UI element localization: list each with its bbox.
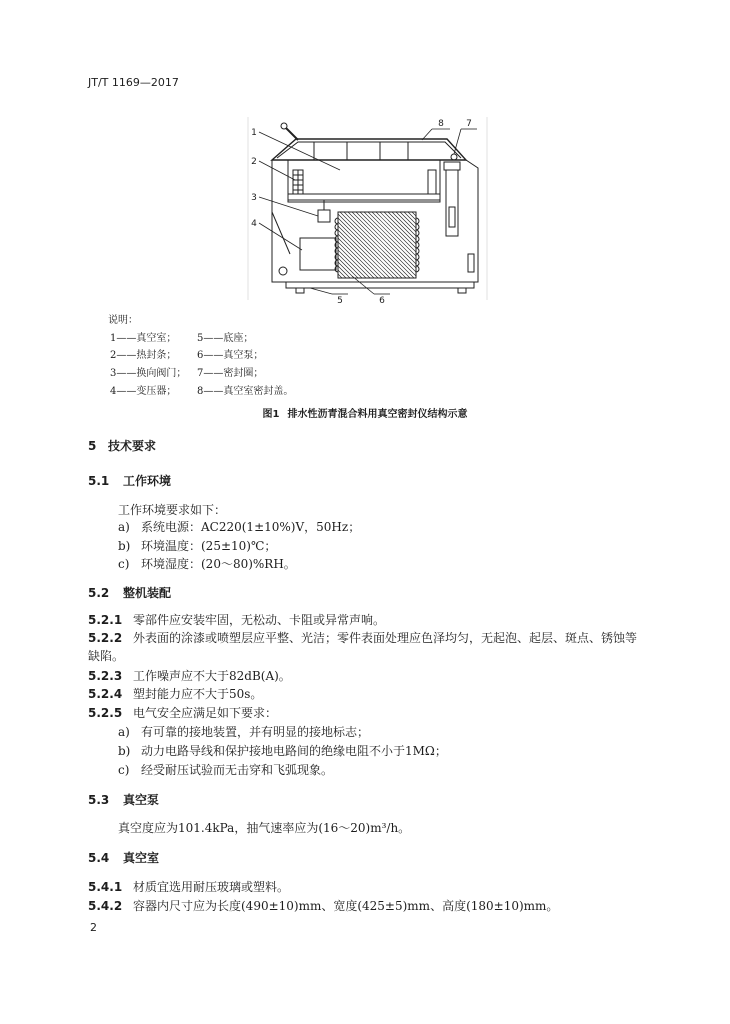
callout-6: 6 (379, 296, 385, 306)
section-5-3-text: 真空度应为101.4kPa，抽气速率应为(16～20)m³/h。 (118, 821, 411, 835)
clause-number: 5.2.2 (88, 631, 123, 645)
section-5-1-item-c (118, 557, 296, 571)
list-item-label: c) (118, 763, 130, 777)
legend-item-8: 8——真空室密封盖。 (197, 386, 294, 397)
section-5-1-item-a (118, 520, 360, 534)
clause-text: 外表面的涂漆或喷塑层应平整、光洁；零件表面处理应色泽均匀，无起泡、起层、斑点、锈蚀等缺陷。 (88, 631, 638, 663)
section-5-1-intro: 工作环境要求如下： (118, 503, 227, 517)
section-5-3-number: 5.3 (88, 793, 110, 807)
clause-text: 塑封能力应不大于50s。 (133, 687, 263, 701)
list-item-label: b) (118, 744, 131, 758)
section-5-1-heading (88, 474, 171, 488)
section-5-3-heading (88, 793, 159, 807)
hatch-line (348, 212, 414, 278)
hatch-line (356, 212, 416, 272)
section-5-1-title: 工作环境 (123, 474, 172, 488)
callout-5-leader (310, 288, 332, 294)
list-item-text: 经受耐压试验而无击穿和飞弧现象。 (141, 763, 334, 777)
section-5-4-heading (88, 851, 159, 865)
legend-item-7: 7——密封圈； (197, 368, 264, 379)
clause-5-2-5-item-a (118, 725, 369, 739)
side-duct (446, 170, 458, 236)
clause-5-2-2 (88, 629, 643, 665)
hatch-line (338, 270, 346, 278)
base-foot-right (458, 288, 466, 293)
hatch-line (400, 212, 416, 228)
hatch-line (338, 258, 358, 278)
hatch-line (384, 212, 416, 244)
transformer (300, 238, 336, 270)
list-item-text: 系统电源：AC220(1±10%)V，50Hz； (141, 520, 361, 534)
callout-4-leader (259, 223, 302, 250)
hatch-line (338, 234, 382, 278)
legend-item-2: 2——热封条； (110, 350, 177, 361)
figure-caption-number: 图1 (262, 409, 280, 420)
list-item-text: 环境湿度：(20～80)%RH。 (141, 557, 296, 571)
vacuum-chamber (288, 160, 440, 202)
callout-5: 5 (337, 296, 343, 306)
clause-text: 材质宜选用耐压玻璃或塑料。 (133, 880, 290, 894)
list-item-label: a) (118, 520, 130, 534)
hatch-line (352, 212, 416, 276)
hatch-line (412, 212, 416, 216)
callout-6-leader (352, 276, 374, 294)
legend-item-4: 4——变压器； (110, 386, 177, 397)
page-number: 2 (90, 921, 97, 934)
hatch-line (338, 262, 354, 278)
section-5-1-item-b (118, 539, 276, 553)
clause-5-2-5-item-b (118, 744, 447, 758)
side-fitting (468, 254, 474, 272)
hatch-line (338, 218, 398, 278)
section-5-heading (88, 439, 156, 453)
hatch-line (372, 212, 416, 256)
section-5-number: 5 (88, 439, 97, 453)
callout-7: 7 (466, 119, 472, 129)
callout-3: 3 (251, 193, 257, 203)
callout-2-leader (259, 161, 295, 180)
standard-number: JT/T 1169—2017 (88, 76, 179, 89)
clause-5-2-4 (88, 687, 262, 701)
base-foot-left (296, 288, 304, 293)
hatch-line (340, 212, 406, 278)
legend-title: 说明： (108, 315, 138, 326)
seal-platen (288, 194, 440, 200)
callout-8: 8 (438, 119, 444, 129)
lid-handle-knob (281, 123, 287, 129)
section-5-2-number: 5.2 (88, 586, 110, 600)
clause-number: 5.2.1 (88, 613, 123, 627)
clause-text: 容器内尺寸应为长度(490±10)mm、宽度(425±5)mm、高度(180±10)mm。 (133, 899, 559, 913)
list-item-text: 有可靠的接地装置，并有明显的接地标志； (141, 725, 370, 739)
clause-number: 5.2.5 (88, 706, 123, 720)
caster-wheel (279, 267, 287, 275)
clause-number: 5.2.4 (88, 687, 123, 701)
side-duct-window (449, 207, 455, 227)
hatch-line (396, 212, 416, 232)
list-item-text: 动力电路导线和保护接地电路间的绝缘电阻不小于1MΩ； (141, 744, 447, 758)
callout-1: 1 (251, 128, 257, 138)
section-5-3-title: 真空泵 (123, 793, 160, 807)
section-5-1-number: 5.1 (88, 474, 110, 488)
legend-item-1: 1——真空室； (110, 333, 177, 344)
clause-number: 5.4.1 (88, 880, 123, 894)
heat-seal-strip-right (428, 170, 436, 194)
list-item-label: b) (118, 539, 131, 553)
section-5-title: 技术要求 (108, 439, 157, 453)
hatch-line (380, 212, 416, 248)
list-item-text: 环境温度：(25±10)℃； (141, 539, 277, 553)
clause-number: 5.2.3 (88, 669, 123, 683)
hatch-line (408, 212, 416, 220)
reversing-valve (318, 210, 330, 222)
section-5-4-title: 真空室 (123, 851, 160, 865)
seal-ring-housing (444, 162, 460, 170)
hatch-line (338, 246, 370, 278)
legend-item-6: 6——真空泵； (197, 350, 264, 361)
callout-4: 4 (251, 219, 257, 229)
hatch-line (344, 212, 410, 278)
clause-text: 零部件应安装牢固，无松动、卡阻或异常声响。 (133, 613, 386, 627)
clause-text: 工作噪声应不大于82dB(A)。 (133, 669, 291, 683)
section-5-2-title: 整机装配 (123, 586, 172, 600)
clause-5-2-5-item-c (118, 763, 333, 777)
clause-5-2-5 (88, 706, 277, 720)
clause-5-4-1 (88, 880, 289, 894)
vacuum-sealer-structure-diagram (240, 112, 490, 308)
clause-number: 5.4.2 (88, 899, 123, 913)
figure-caption (0, 409, 730, 421)
vacuum-pump-hatching (338, 212, 416, 278)
callout-2: 2 (251, 157, 257, 167)
clause-text: 电气安全应满足如下要求： (133, 706, 278, 720)
hatch-line (338, 242, 374, 278)
hatch-line (338, 214, 402, 278)
section-5-2-heading (88, 586, 171, 600)
list-item-label: c) (118, 557, 130, 571)
hatch-line (338, 230, 386, 278)
hatch-line (368, 212, 416, 260)
legend-item-5: 5——底座； (197, 333, 254, 344)
clause-5-2-1 (88, 613, 385, 627)
legend-item-3: 3——换向阀门； (110, 368, 187, 379)
list-item-label: a) (118, 725, 130, 739)
clause-5-4-2 (88, 899, 558, 913)
clause-5-2-3 (88, 669, 291, 683)
figure-caption-text: 排水性沥青混合料用真空密封仪结构示意 (287, 409, 468, 420)
hatch-line (338, 274, 342, 278)
base (286, 282, 474, 288)
section-5-4-number: 5.4 (88, 851, 110, 865)
